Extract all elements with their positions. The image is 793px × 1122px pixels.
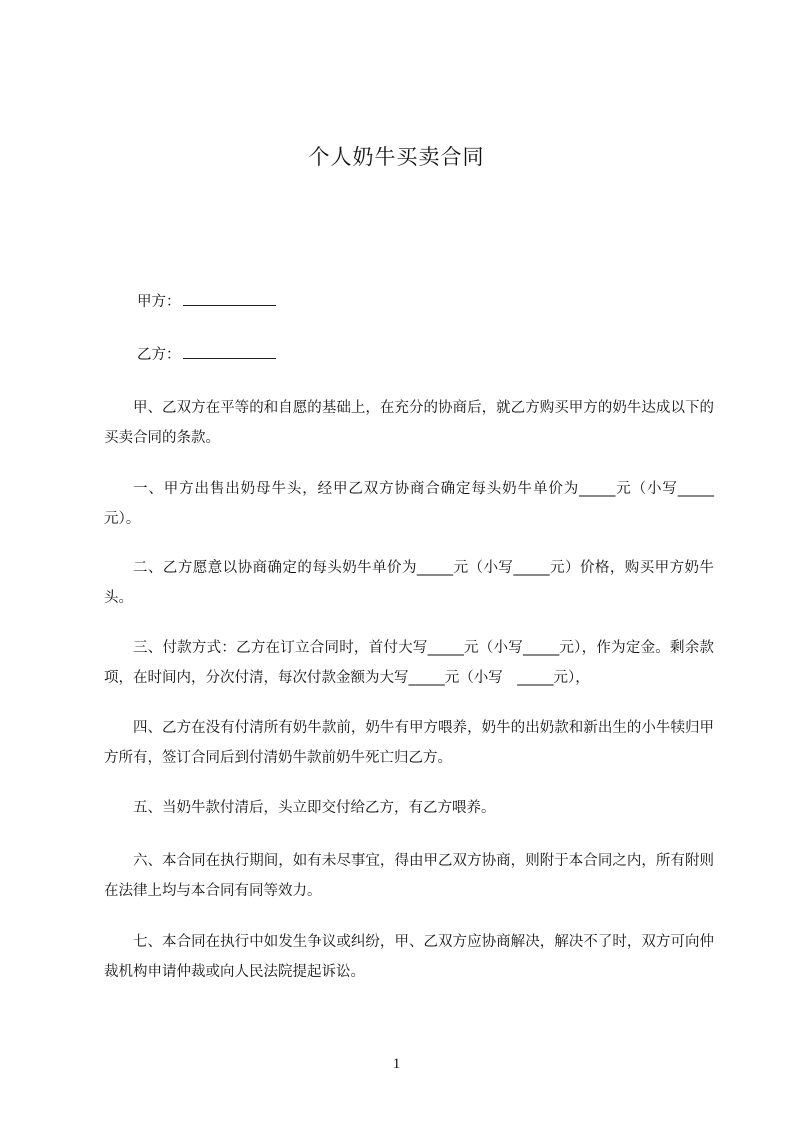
- clause-5: 五、当奶牛款付清后，头立即交付给乙方，有乙方喂养。: [133, 800, 496, 816]
- party-a-blank: [183, 291, 276, 306]
- clause-1: 一、甲方出售出奶母牛头，经甲乙双方协商合确定每头奶牛单价为_____元（小写_____元）。: [104, 481, 714, 527]
- clause-7: 七、本合同在执行中如发生争议或纠纷，甲、乙双方应协商解决，解决不了时，双方可向仲裁机构申请仲裁或向人民法院提起诉讼。: [104, 934, 714, 980]
- page-number: 1: [392, 1056, 401, 1072]
- clause-6: 六、本合同在执行期间，如有未尽事宜，得由甲乙双方协商，则附于本合同之内，所有附则在法律上均与本合同有同等效力。: [104, 853, 714, 899]
- party-b-label: 乙方：: [137, 347, 181, 363]
- intro-paragraph: 甲、乙双方在平等的和自愿的基础上，在充分的协商后，就乙方购买甲方的奶牛达成以下的买卖合同的条款。: [104, 400, 714, 446]
- clause-2: 二、乙方愿意以协商确定的每头奶牛单价为_____元（小写_____元）价格，购买甲方奶牛 头。: [104, 560, 714, 606]
- party-a-line: [137, 291, 276, 312]
- clause-4: 四、乙方在没有付清所有奶牛款前，奶牛有甲方喂养，奶牛的出奶款和新出生的小牛犊归甲方所有，签订合同后到付清奶牛款前奶牛死亡归乙方。: [104, 720, 714, 766]
- party-b-line: [137, 344, 276, 365]
- clause-3: 三、付款方式：乙方在订立合同时，首付大写_____元（小写_____元），作为定金。剩余款项，在时间内，分次付清，每次付款金额为大写_____元（小写 _____元），: [104, 640, 714, 686]
- party-a-label: 甲方：: [137, 294, 181, 310]
- document-title: 个人奶牛买卖合同: [308, 145, 485, 169]
- party-b-blank: [183, 344, 276, 359]
